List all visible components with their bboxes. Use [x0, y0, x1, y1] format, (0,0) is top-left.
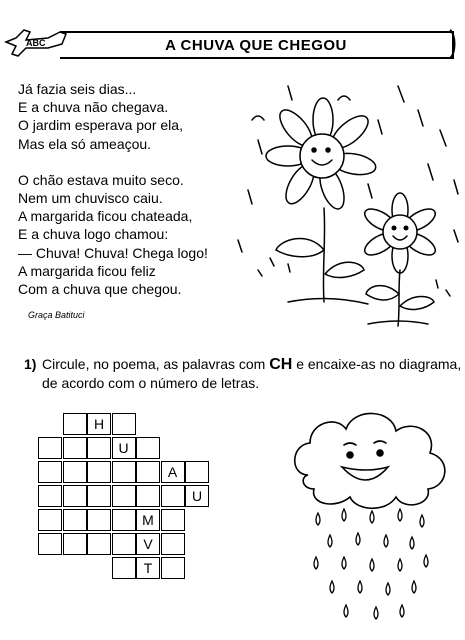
diagram-cell[interactable] [38, 437, 62, 459]
diagram-cell[interactable]: T [136, 557, 160, 579]
poem-line: Com a chuva que chegou. [18, 280, 182, 297]
diagram-cell[interactable] [136, 461, 160, 483]
diagram-cell[interactable] [161, 557, 185, 579]
diagram-cell[interactable] [112, 485, 136, 507]
poem-line: A margarida ficou feliz [18, 262, 156, 279]
diagram-cell[interactable] [38, 509, 62, 531]
diagram-cell[interactable] [87, 533, 111, 555]
poem-line: A margarida ficou chateada, [18, 208, 193, 225]
poem-line: E a chuva logo chamou: [18, 226, 169, 243]
diagram-cell[interactable] [136, 485, 160, 507]
banner-curl [448, 28, 458, 60]
diagram-cell[interactable] [112, 509, 136, 531]
diagram-cell[interactable] [161, 485, 185, 507]
diagram-cell[interactable] [87, 461, 111, 483]
diagram-cell[interactable] [87, 437, 111, 459]
diagram-cell[interactable] [112, 533, 136, 555]
diagram-cell[interactable]: A [161, 461, 185, 483]
poem-line: E a chuva não chegava. [18, 99, 169, 116]
diagram-cell[interactable]: M [136, 509, 160, 531]
diagram-cell[interactable] [63, 437, 87, 459]
poem-line: — Chuva! Chuva! Chega logo! [18, 244, 208, 261]
diagram-cell[interactable]: U [185, 485, 209, 507]
diagram-cell[interactable] [161, 533, 185, 555]
exercise-number: 1) [24, 356, 37, 372]
diagram-cell[interactable] [87, 485, 111, 507]
diagram-cell[interactable] [112, 461, 136, 483]
diagram-cell[interactable] [63, 509, 87, 531]
diagram-cell[interactable] [63, 461, 87, 483]
diagram-cell[interactable]: H [87, 413, 111, 435]
stanza-gap [18, 153, 248, 171]
poem [18, 80, 248, 298]
diagram-cell[interactable] [185, 461, 209, 483]
diagram-cell[interactable]: U [112, 437, 136, 459]
diagram-cell[interactable] [112, 413, 136, 435]
exercise-instructions: Circule, no poema, as palavras com CH e encaixe-as no diagrama, de acordo com o número de letras. [42, 356, 462, 391]
poem-line: Nem um chuvisco caiu. [18, 189, 163, 206]
poem-line: O chão estava muito seco. [18, 171, 184, 188]
poem-line: Mas ela só ameaçou. [18, 135, 152, 152]
diagram-cell[interactable] [63, 485, 87, 507]
diagram-cell[interactable] [38, 461, 62, 483]
diagram-cell[interactable]: V [136, 533, 160, 555]
highlight-ch: CH [269, 356, 293, 373]
smiling-cloud-illustration [288, 405, 458, 635]
poem-author: Graça Batituci [28, 310, 85, 320]
poem-line: O jardim esperava por ela, [18, 117, 183, 134]
plane-letters: ABC [26, 38, 46, 48]
page-title: A CHUVA QUE CHEGOU [165, 37, 347, 54]
diagram-cell[interactable] [161, 509, 185, 531]
diagram-cell[interactable] [38, 533, 62, 555]
title-banner [60, 31, 454, 59]
daisies-in-rain-illustration [228, 80, 464, 330]
diagram-cell[interactable] [38, 485, 62, 507]
diagram-cell[interactable] [112, 557, 136, 579]
diagram-cell[interactable] [63, 413, 87, 435]
poem-line: Já fazia seis dias... [18, 81, 137, 97]
diagram-cell[interactable] [136, 437, 160, 459]
diagram-cell[interactable] [87, 509, 111, 531]
diagram-cell[interactable] [63, 533, 87, 555]
